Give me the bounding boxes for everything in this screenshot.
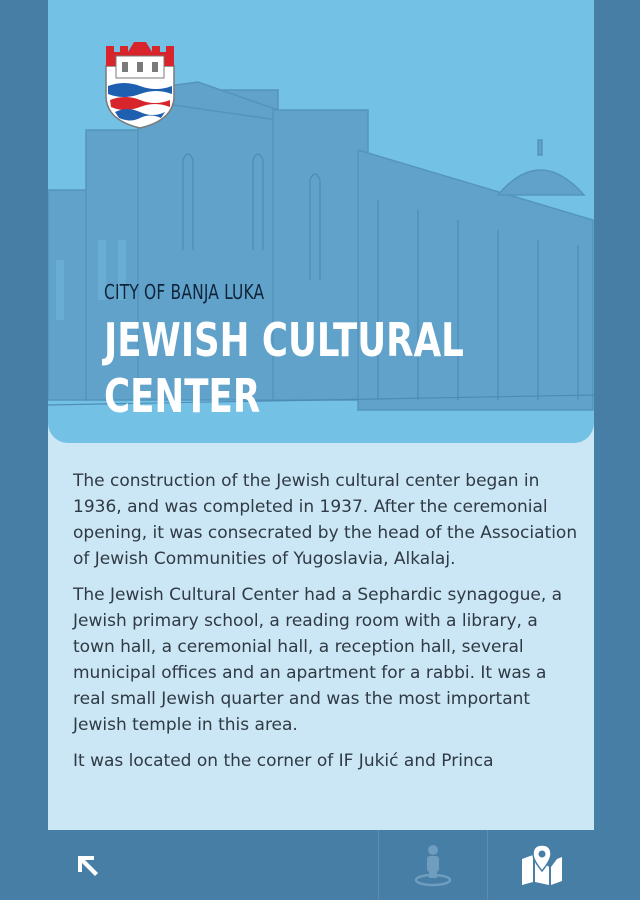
article-body	[73, 468, 579, 784]
map-button[interactable]	[487, 830, 595, 900]
content-card	[48, 0, 594, 830]
paragraph: The construction of the Jewish cultural center began in 1936, and was completed in 1937. After the ceremonial opening, it was consecrated by the head of the Association of Jewish Communities of Yugoslavia, Alkalaj.	[73, 471, 578, 569]
page-title: JEWISH CULTURAL CENTER	[104, 313, 464, 423]
arrow-up-left-icon	[72, 850, 102, 880]
paragraph: The Jewish Cultural Center had a Sephardic synagogue, a Jewish primary school, a reading room with a library, a town hall, a ceremonial hall, a reception hall, several municipal offices and an apartment for a rabbi. It was a real small Jewish quarter and was the most important Jewish temple in this area.	[73, 585, 563, 735]
city-subtitle: CITY OF BANJA LUKA	[104, 280, 265, 304]
paragraph: It was located on the corner of IF Jukić and Princa	[73, 751, 494, 771]
back-button[interactable]	[48, 830, 126, 900]
bottom-nav-bar	[48, 830, 594, 900]
hero-banner	[48, 0, 594, 443]
person-location-button[interactable]	[378, 830, 487, 900]
map-pin-icon	[519, 845, 565, 885]
person-pin-icon	[413, 843, 453, 887]
banja-luka-crest-icon	[102, 42, 178, 130]
